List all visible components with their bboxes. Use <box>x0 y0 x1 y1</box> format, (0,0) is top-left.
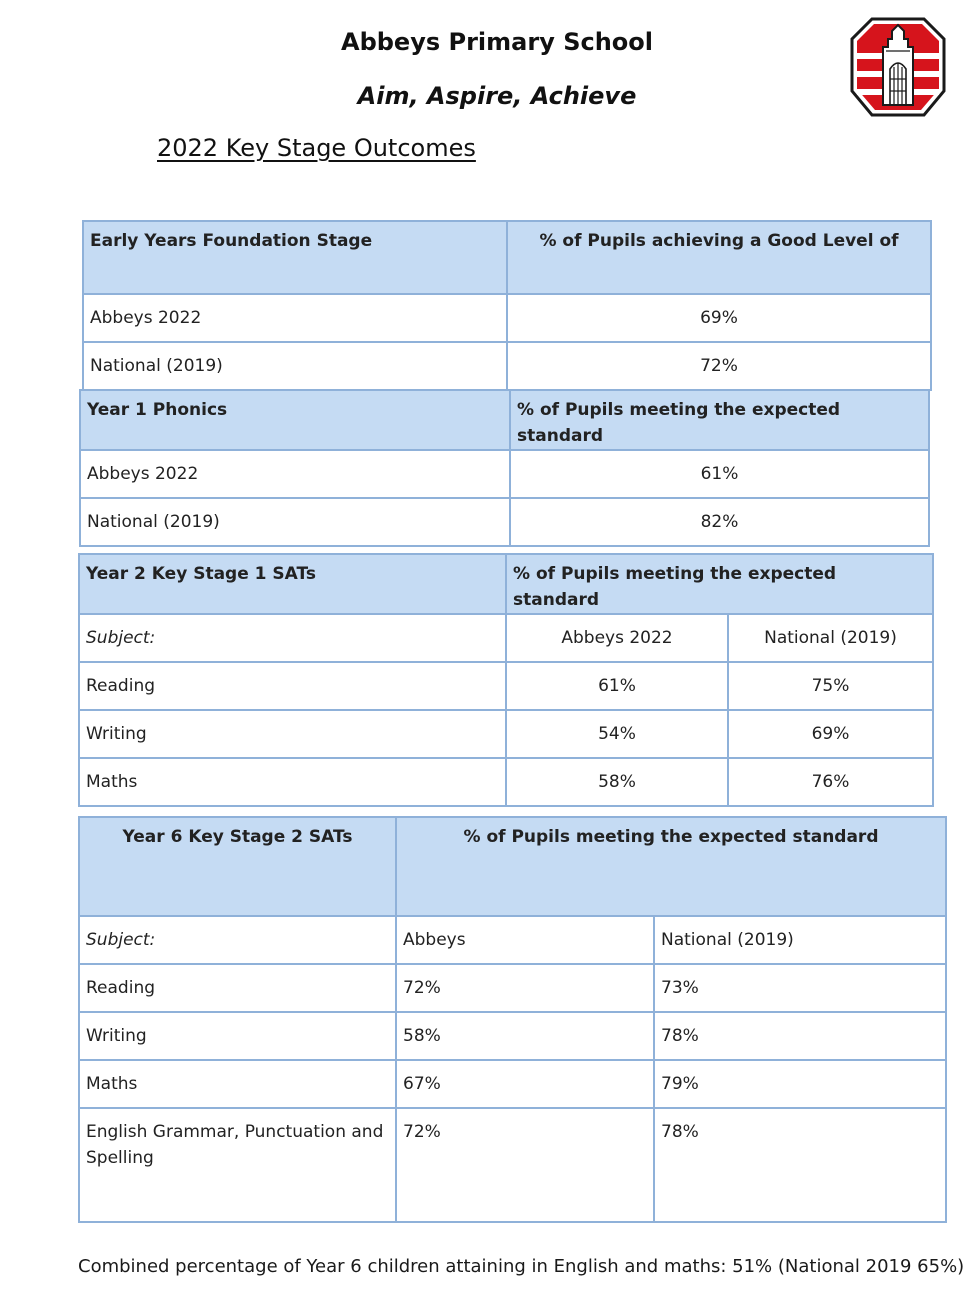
eyfs-measure: % of Pupils achieving a Good Level of <box>507 221 931 294</box>
row-subject: Writing <box>79 710 506 758</box>
ks1-measure: % of Pupils meeting the expected standard <box>506 554 933 614</box>
table-row <box>80 498 929 546</box>
table-header-row <box>79 554 933 614</box>
row-value: 72% <box>507 342 931 390</box>
row-national-value: 78% <box>654 1012 946 1060</box>
row-national-value: 78% <box>654 1108 946 1222</box>
row-school-value: 67% <box>396 1060 654 1108</box>
ks2-title: Year 6 Key Stage 2 SATs <box>79 817 396 916</box>
table-row <box>83 294 931 342</box>
row-national-value: 69% <box>728 710 933 758</box>
row-school-value: 58% <box>506 758 728 806</box>
subject-label: Subject: <box>79 614 506 662</box>
row-school-value: 54% <box>506 710 728 758</box>
col-school: Abbeys <box>396 916 654 964</box>
row-label: Abbeys 2022 <box>80 450 510 498</box>
table-header-row <box>79 817 946 916</box>
row-subject: Maths <box>79 1060 396 1108</box>
row-national-value: 73% <box>654 964 946 1012</box>
row-subject: Maths <box>79 758 506 806</box>
table-row <box>79 964 946 1012</box>
row-national-value: 79% <box>654 1060 946 1108</box>
row-national-value: 75% <box>728 662 933 710</box>
row-subject: Reading <box>79 964 396 1012</box>
row-national-value: 76% <box>728 758 933 806</box>
row-label: National (2019) <box>80 498 510 546</box>
school-name: Abbeys Primary School <box>341 28 653 56</box>
subject-label: Subject: <box>79 916 396 964</box>
row-value: 61% <box>510 450 929 498</box>
ks1-table <box>78 553 934 807</box>
combined-summary: Combined percentage of Year 6 children attaining in English and maths: 51% (National 2019 65%) <box>78 1256 965 1277</box>
ks2-measure: % of Pupils meeting the expected standard <box>396 817 946 916</box>
col-school: Abbeys 2022 <box>506 614 728 662</box>
table-row <box>79 1108 946 1222</box>
table-header-row <box>80 390 929 450</box>
table-row <box>79 758 933 806</box>
table-row <box>79 710 933 758</box>
table-row <box>80 450 929 498</box>
row-value: 69% <box>507 294 931 342</box>
table-row <box>83 342 931 390</box>
row-school-value: 61% <box>506 662 728 710</box>
row-subject: English Grammar, Punctuation and Spelling <box>79 1108 396 1222</box>
row-school-value: 72% <box>396 964 654 1012</box>
ks1-title: Year 2 Key Stage 1 SATs <box>79 554 506 614</box>
table-subheader-row <box>79 916 946 964</box>
row-school-value: 72% <box>396 1108 654 1222</box>
page-title: 2022 Key Stage Outcomes <box>157 134 476 162</box>
table-row <box>79 1060 946 1108</box>
row-label: Abbeys 2022 <box>83 294 507 342</box>
table-row <box>79 662 933 710</box>
school-motto: Aim, Aspire, Achieve <box>357 82 637 110</box>
phonics-table <box>79 389 930 547</box>
eyfs-table <box>82 220 932 391</box>
phonics-measure: % of Pupils meeting the expected standard <box>510 390 929 450</box>
phonics-title: Year 1 Phonics <box>80 390 510 450</box>
ks2-table <box>78 816 947 1223</box>
row-value: 82% <box>510 498 929 546</box>
row-school-value: 58% <box>396 1012 654 1060</box>
eyfs-title: Early Years Foundation Stage <box>83 221 507 294</box>
row-subject: Reading <box>79 662 506 710</box>
col-national: National (2019) <box>728 614 933 662</box>
table-row <box>79 1012 946 1060</box>
table-subheader-row <box>79 614 933 662</box>
row-subject: Writing <box>79 1012 396 1060</box>
table-header-row <box>83 221 931 294</box>
row-label: National (2019) <box>83 342 507 390</box>
col-national: National (2019) <box>654 916 946 964</box>
castle-crest-icon <box>850 17 946 119</box>
